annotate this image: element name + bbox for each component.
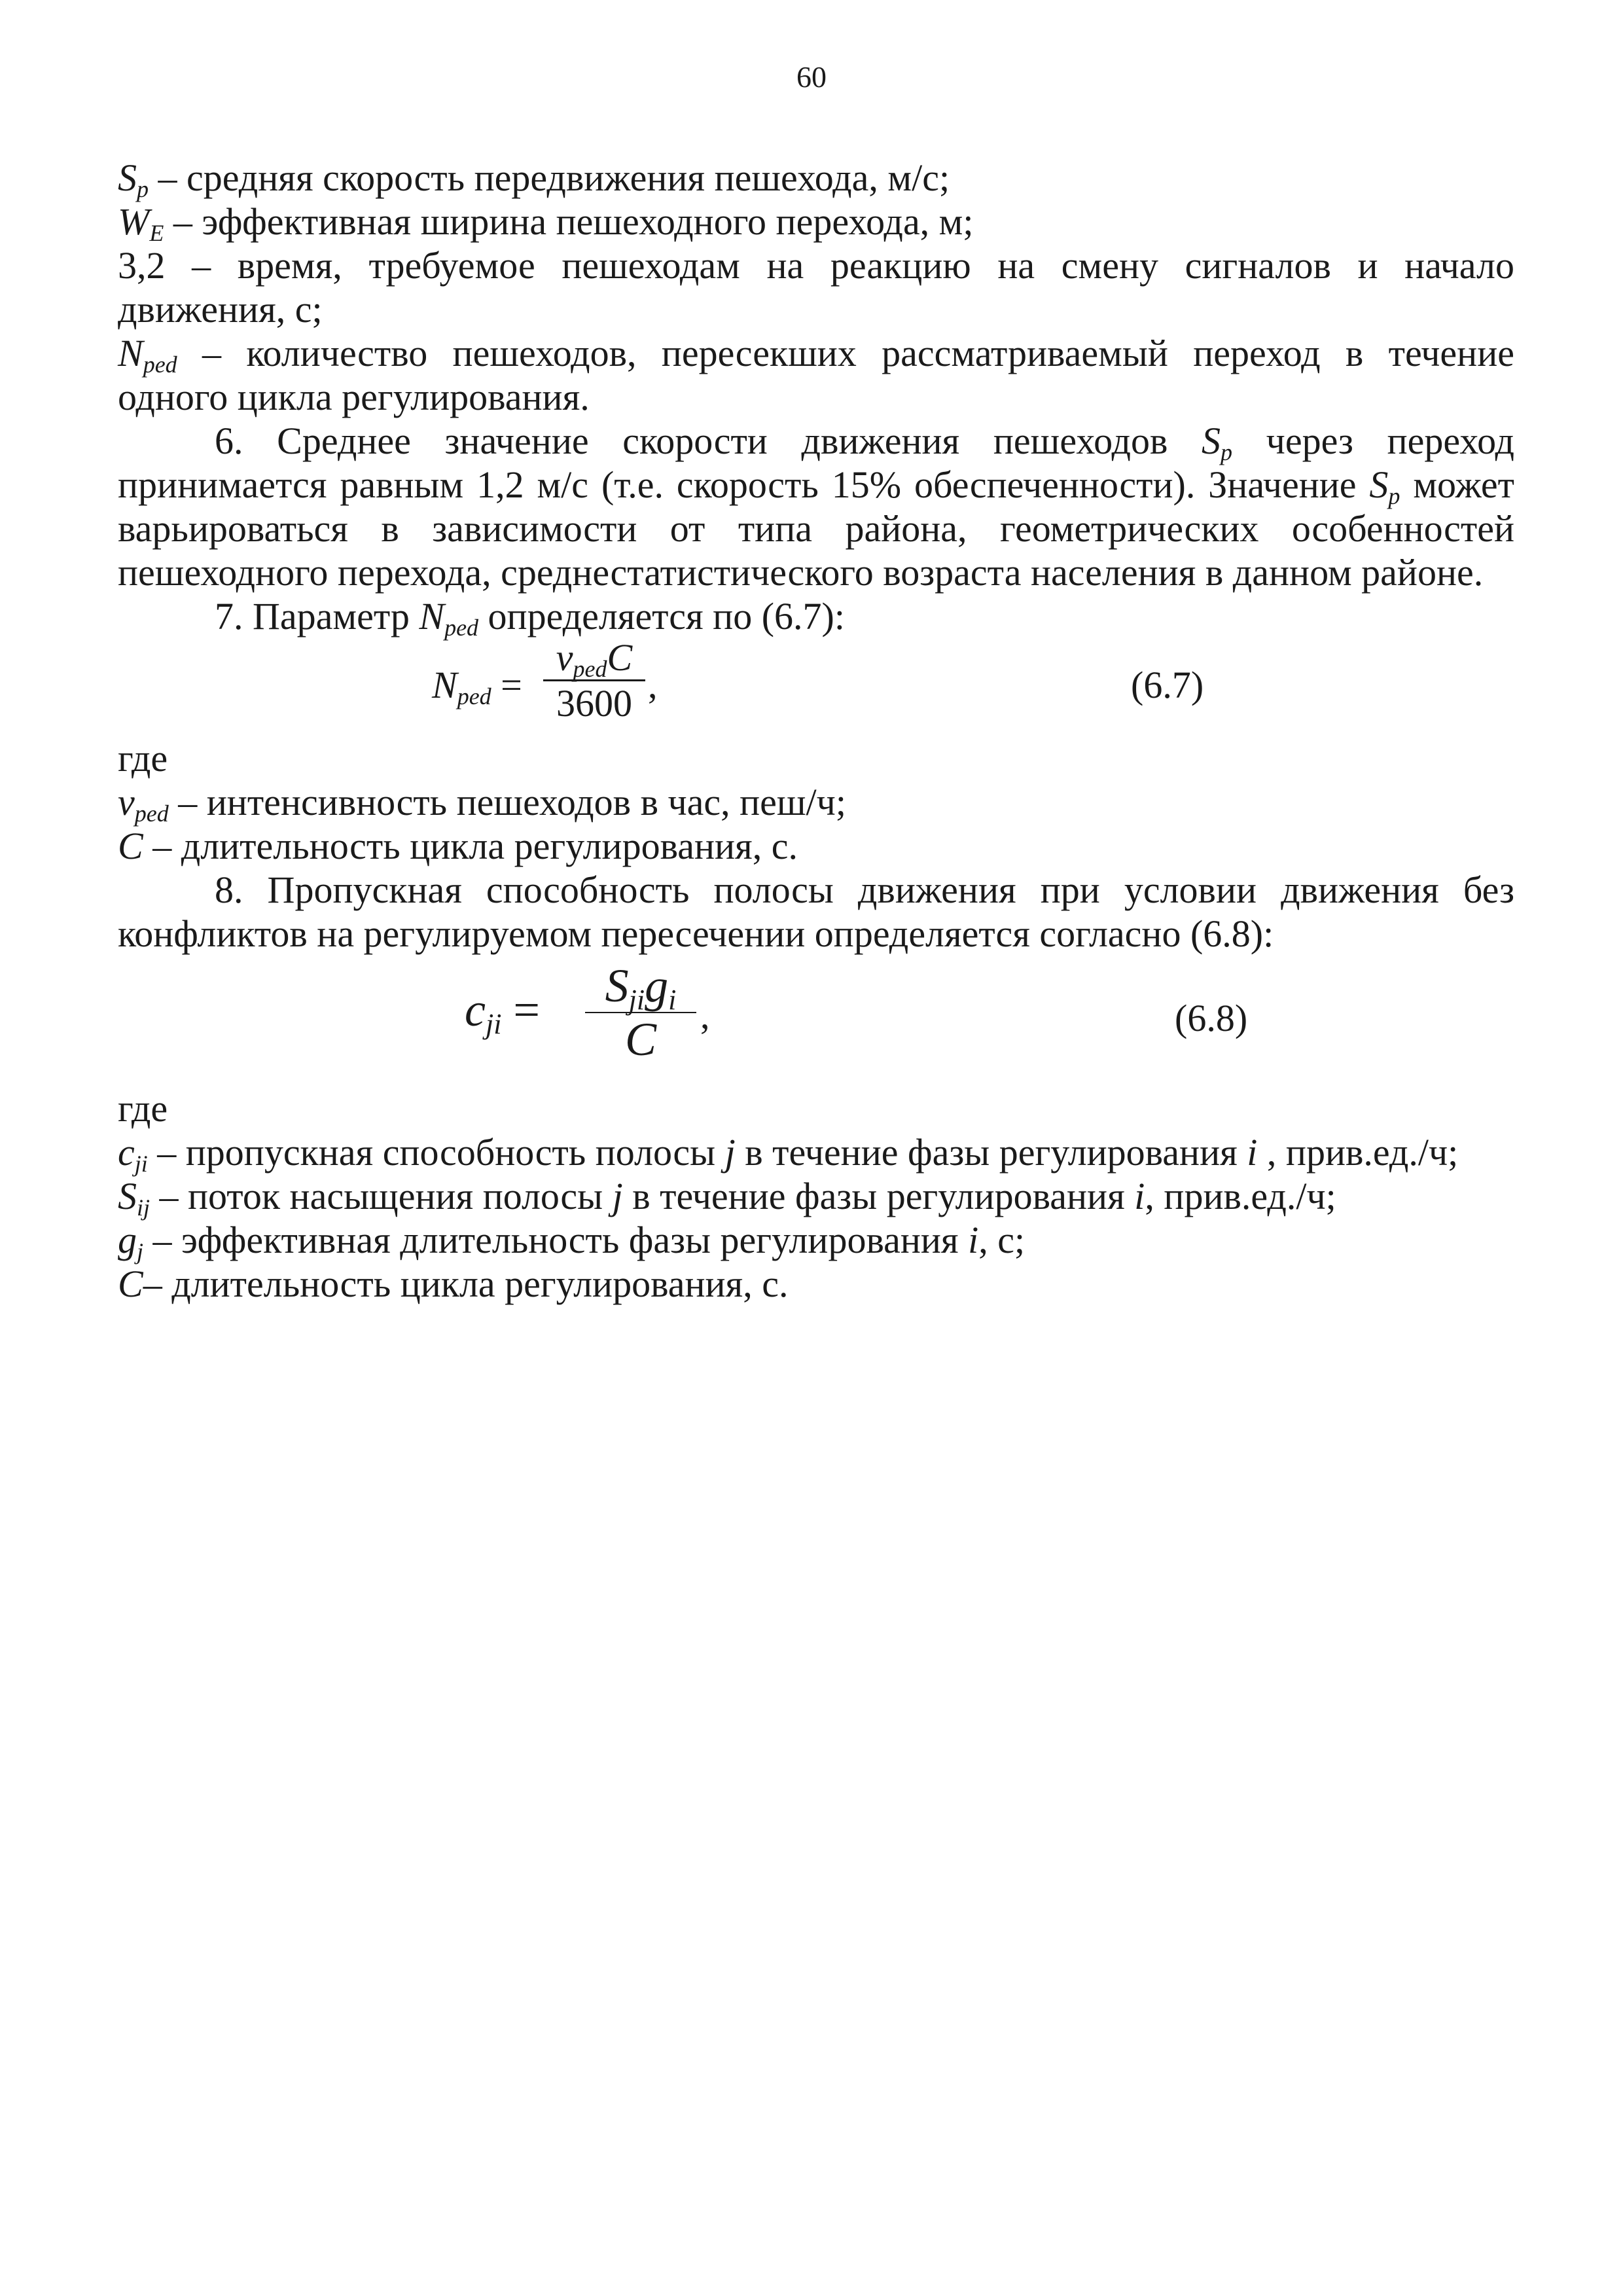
formula-6-8 xyxy=(118,956,1514,1086)
paragraph-6-line1: 6. Среднее значение скорости движения пешеходов $S_p$ через переход xyxy=(215,420,1514,465)
formula-6-7-number: (6.7) xyxy=(1131,664,1204,706)
formula-6-8-number: (6.8) xyxy=(1175,997,1248,1039)
def-32-line2: движения, с; xyxy=(118,288,323,331)
def-vped: $v_{ped}$ – интенсивность пешеходов в час, пеш/ч; xyxy=(118,781,846,827)
formula-6-7-comma: , xyxy=(648,664,658,706)
def-we: $W_E$ – эффективная ширина пешеходного перехода, м; xyxy=(118,200,974,246)
formula-6-7-denominator: 3600 xyxy=(556,682,632,725)
formula-6-8-lhs: $c_{ji}$ = xyxy=(465,984,541,1040)
where-label-2: где xyxy=(118,1087,168,1130)
def-c-2: C– длительность цикла регулирования, с. xyxy=(118,1263,789,1305)
paragraph-8-line1: 8. Пропускная способность полосы движения при условии движения без xyxy=(215,869,1514,911)
formula-6-8-denominator: C xyxy=(624,1013,657,1066)
formula-6-7-lhs: $N_{ped}$ = xyxy=(432,664,522,709)
def-cji: $c_{ji}$ – пропускная способность полосы j в течение фазы регулирования i , прив.ед./ч; xyxy=(118,1131,1459,1177)
formula-6-7-numerator: $v_{ped}C$ xyxy=(556,636,633,682)
def-sp: $S_p$ – средняя скорость передвижения пешехода, м/с; xyxy=(118,156,950,202)
paragraph-6-line4: пешеходного перехода, среднестатистического возраста населения в данном районе. xyxy=(118,551,1484,594)
page-number: 60 xyxy=(796,60,827,94)
formula-6-8-fraction xyxy=(585,960,696,1066)
where-label-1: где xyxy=(118,737,168,780)
formula-6-7 xyxy=(118,638,1514,736)
def-c-1: C – длительность цикла регулирования, с. xyxy=(118,825,798,867)
page-body xyxy=(118,156,1514,1306)
formula-6-8-numerator: $S_{ji}g_i$ xyxy=(605,960,677,1016)
def-nped-line2: одного цикла регулирования. xyxy=(118,376,590,418)
formula-6-7-fraction xyxy=(543,636,645,725)
formula-6-8-comma: , xyxy=(700,994,710,1037)
def-32-line1: 3,2 – время, требуемое пешеходам на реакцию на смену сигналов и начало xyxy=(118,244,1514,287)
paragraph-8-line2: конфликтов на регулируемом пересечении определяется согласно (6.8): xyxy=(118,912,1274,955)
paragraph-7: 7. Параметр $N_{ped}$ определяется по (6.7): xyxy=(215,595,845,641)
def-nped-line1: $N_{ped}$ – количество пешеходов, пересекших рассматриваемый переход в течение xyxy=(118,332,1514,378)
paragraph-6-line3: варьироваться в зависимости от типа района, геометрических особенностей xyxy=(118,507,1514,550)
def-gj: $g_j$ – эффективная длительность фазы регулирования i, с; xyxy=(118,1219,1026,1265)
def-sij: $S_{ij}$ – поток насыщения полосы j в течение фазы регулирования i, прив.ед./ч; xyxy=(118,1175,1336,1221)
paragraph-6-line2: принимается равным 1,2 м/с (т.е. скорость 15% обеспеченности). Значение $S_p$ может xyxy=(118,463,1514,509)
